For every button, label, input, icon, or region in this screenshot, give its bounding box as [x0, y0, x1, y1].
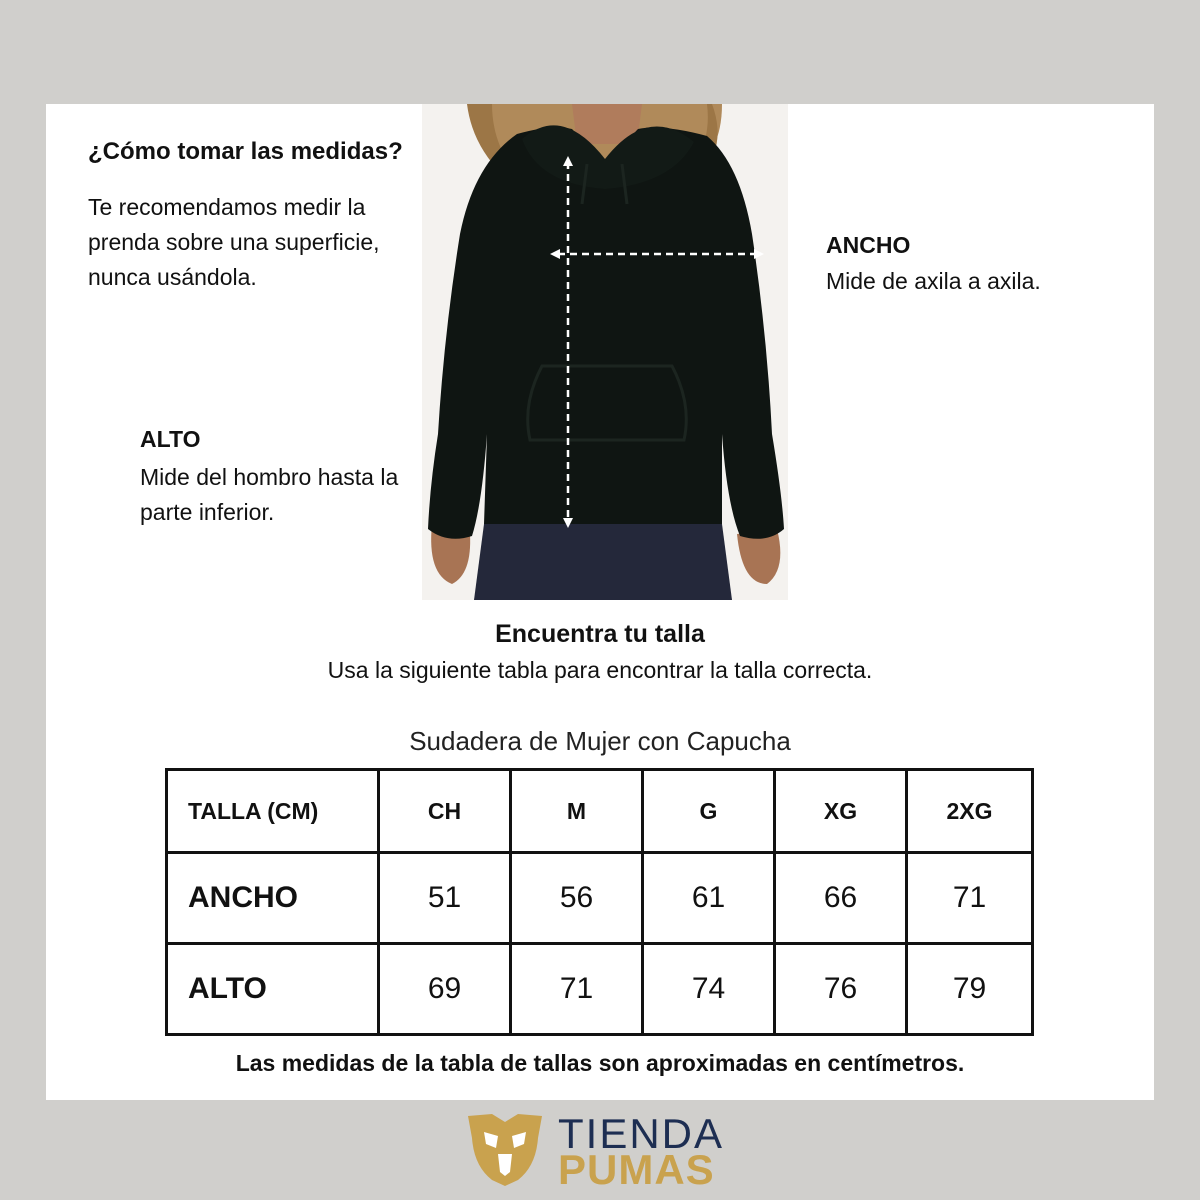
ancho-description: Mide de axila a axila. — [826, 268, 1041, 294]
row-label: ALTO — [167, 944, 379, 1035]
puma-head-icon — [462, 1108, 548, 1188]
how-to-measure-text: Te recomendamos medir la prenda sobre una superficie, nunca usándola. — [88, 194, 380, 290]
size-header-cell: 2XG — [907, 770, 1033, 853]
how-to-measure-title: ¿Cómo tomar las medidas? — [88, 138, 403, 165]
size-table-header-label: TALLA (CM) — [167, 770, 379, 853]
table-row — [167, 853, 1033, 944]
table-cell: 71 — [511, 944, 643, 1035]
size-header-cell: CH — [379, 770, 511, 853]
table-cell: 66 — [775, 853, 907, 944]
table-cell: 71 — [907, 853, 1033, 944]
table-cell: 79 — [907, 944, 1033, 1035]
size-header-cell: G — [643, 770, 775, 853]
table-cell: 76 — [775, 944, 907, 1035]
brand-line-2: PUMAS — [558, 1146, 715, 1193]
table-cell: 61 — [643, 853, 775, 944]
tienda-pumas-logo — [462, 1108, 762, 1193]
row-label: ANCHO — [167, 853, 379, 944]
ancho-title: ANCHO — [826, 232, 911, 258]
alto-title: ALTO — [140, 426, 201, 452]
table-cell: 74 — [643, 944, 775, 1035]
find-size-subtitle: Usa la siguiente tabla para encontrar la talla correcta. — [327, 657, 873, 683]
table-footnote: Las medidas de la tabla de tallas son aproximadas en centímetros. — [235, 1050, 965, 1076]
size-table — [165, 768, 1034, 1036]
size-table-header-row — [167, 770, 1033, 853]
find-size-title: Encuentra tu talla — [495, 620, 705, 648]
table-cell: 56 — [511, 853, 643, 944]
table-row — [167, 944, 1033, 1035]
hoodie-model-illustration — [422, 104, 788, 600]
alto-description: Mide del hombro hasta la parte inferior. — [140, 464, 399, 525]
size-table-caption: Sudadera de Mujer con Capucha — [409, 726, 791, 756]
table-cell: 51 — [379, 853, 511, 944]
table-cell: 69 — [379, 944, 511, 1035]
brand-line-1: TIENDA — [558, 1110, 725, 1157]
size-header-cell: XG — [775, 770, 907, 853]
size-guide-card — [46, 104, 1154, 1100]
size-header-cell: M — [511, 770, 643, 853]
